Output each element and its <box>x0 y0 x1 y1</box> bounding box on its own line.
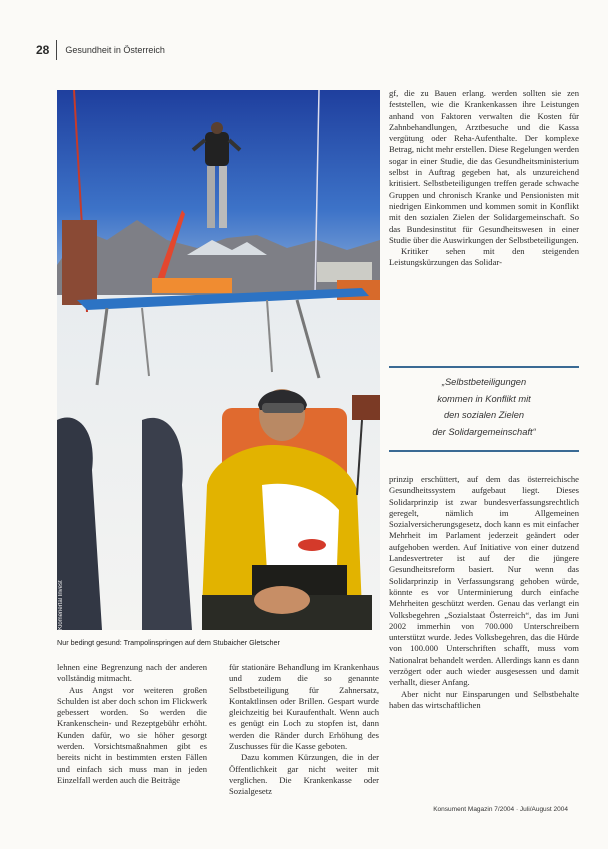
pull-quote-bottom-rule <box>389 450 579 452</box>
trampoline-photo-illustration <box>57 90 380 630</box>
page-header <box>36 40 165 60</box>
left-column-1 <box>57 662 207 786</box>
page-footer: Konsument Magazin 7/2004 · Juli/August 2004 <box>433 806 568 813</box>
body-paragraph: Dazu kommen Kürzungen, die in der Öffentlichkeit gar nicht weiter mit verglichen. Die Krankenkasse oder Sozialgesetz <box>229 752 379 797</box>
body-paragraph: für stationäre Behandlung im Krankenhaus und zudem die so genannte Selbstbeteiligung für Zahnersatz, Kontaktlinsen oder Brillen. Gespart wurde gleichzeitig bei Kuraufenthalt. Wenn auch es genügt ein Loch zu stopfen ist, dann werden die Ränder durch Erhöhung des Zuschusses für die Kasse geboten. <box>229 662 379 752</box>
header-divider <box>56 40 57 60</box>
photo-caption: Nur bedingt gesund: Trampolinspringen auf dem Stubaicher Gletscher <box>57 638 280 647</box>
body-paragraph: Kritiker sehen mit den steigenden Leistungskürzungen das Solidar- <box>389 246 579 268</box>
body-paragraph: prinzip erschüttert, auf dem das österreichische Gesundheitssystem aufgebaut liegt. Dieses Solidarprinzip ist zwar bundesverfassungsrechtlich geregelt, nämlich im Allgemeinen Sozialversicherungsgesetz, doch kann es mit einfacher Mehrheit im Parlament jederzeit geändert oder aufgehoben werden. Auf Initiative von einer dutzend Landesvertreter ist auf der die jüngere Gesundheitsreform basiert. Nur wenn das Solidarprinzip in Verfassungsrang gehoben würde, könnte es vor Unterminierung durch einfache Mehrheiten geschützt werden. Genau das verlangt ein Volksbegehren „Sozialstaat Österreich“, das im Juni 2002 immerhin von 700.000 Unterschreibern unterstützt wurde. Jedes Volksbegehren, das die Hürde von 100.000 Unterschriften schafft, muss vom Nationalrat behandelt werden. Allerdings kann es dann verzögert oder auch wieder ausgesessen und damit verhallt, dieser Anfang. <box>389 474 579 688</box>
pull-quote <box>389 366 579 456</box>
article-photo <box>57 90 380 630</box>
body-paragraph: lehnen eine Begrenzung nach der anderen vollständig mitmacht. <box>57 662 207 684</box>
section-title: Gesundheit in Österreich <box>65 45 165 55</box>
pull-quote-line: der Solidargemeinschaft“ <box>432 426 536 437</box>
pull-quote-line: kommen in Konflikt mit <box>437 393 531 404</box>
body-paragraph: Aber nicht nur Einsparungen und Selbstbehalte haben das wirtschaftlichen <box>389 688 579 710</box>
body-paragraph: gf, die zu Bauen erlang. werden sollten sie zen feststellen, wie die Krankenkassen ihre Leistungen anhand von Faktoren verwalten die Kosten für Zahnbehandlungen, Arztbesuche und die Kassa vergütung oder Reha-Aufenthalte. Der komplexe Betrag, nicht mehr erstellen. Diese Regelungen werden sogar in einer Studie, die das Gesundheitsministerium selbst in Auftrag gegeben hat, als unzureichend kritisiert. Selbstbeteiligungen treffen gerade schwache Gruppen und chronisch Kranke und Pensionisten mit niedrigen Einkommen und kommen somit in Konflikt mit den sozialen Zielen der Solidargemeinschaft. So das Bundesinstitut für Gesundheitswesen in einer Studie über die Auswirkungen der Selbstbeteiligungen. <box>389 88 579 245</box>
pull-quote-line: den sozialen Zielen <box>443 410 525 420</box>
pull-quote-top-rule <box>389 366 579 368</box>
right-column-bottom <box>389 474 579 711</box>
photo-credit: Klomeriertal Invest <box>58 580 64 630</box>
left-column-2 <box>229 662 379 798</box>
body-paragraph: Aus Angst vor weiteren großen Schulden ist aber doch schon im Flickwerk gebessert worden. So werden die Krankenschein- und Rezeptgebühr erhöht. Kunden dafür, wo sie höher gesorgt werden. Vorsichtsmaßnahmen gibt es bereits nicht in bestimmten ersten Fällen und einfach sich muss man in jeden Einzelfall werden auch die Beiträge <box>57 684 207 785</box>
right-column-top <box>389 88 579 269</box>
page-number: 28 <box>36 43 50 57</box>
pull-quote-line: „Selbstbeteiligungen <box>441 377 527 387</box>
